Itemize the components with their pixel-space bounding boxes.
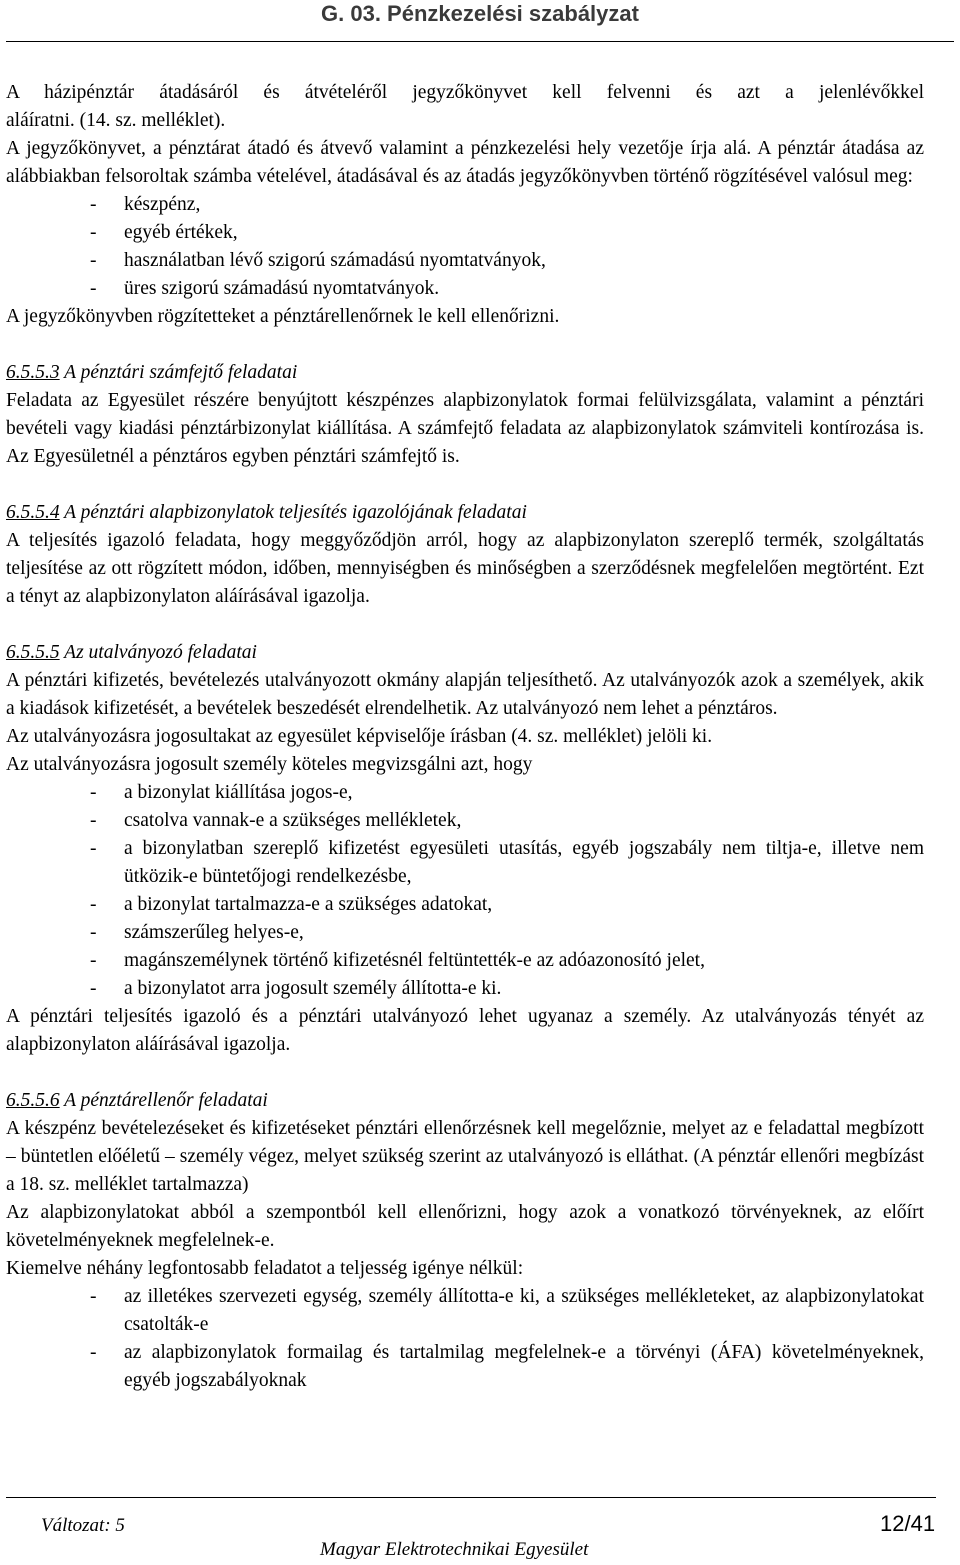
section-5-paragraph-3: Az utalványozásra jogosult személy köteles megvizsgálni azt, hogy (6, 754, 533, 775)
page-header-title: G. 03. Pénzkezelési szabályzat (321, 1, 639, 26)
footer-version: Változat: 5 (41, 1515, 125, 1536)
intro-paragraph-1-line-1: A házipénztár átadásáról és átvételéről jegyzőkönyvet kell felvenni és azt a jelenlévőkkel (6, 82, 924, 103)
intro-paragraph-1-line-2: aláíratni. (14. sz. melléklet). (6, 110, 226, 131)
list-item: - használatban lévő szigorú számadású nyomtatványok, (90, 250, 546, 271)
section-6-paragraph-1: A készpénz bevételezéseket és kifizetéseket pénztári ellenőrzésnek kell megelőznie, melyet az e feladattal megbízott – büntetlen előéletű – személy végez, melyet szükség szerint az utalványozó is elláthat. (A pénztár ellenőri megbízást a 18. sz. melléklet tartalmazza) (6, 1118, 924, 1195)
list-item: - egyéb értékek, (90, 222, 238, 243)
section-body-6-5-5-4: A teljesítés igazoló feladata, hogy meggyőződjön arról, hogy az alapbizonylaton szereplő termék, szolgáltatás teljesítése az ott rögzített módon, időben, mennyiségben és minőségben a szerződésnek megfelelően megtörtént. Ezt a tényt az alapbizonylaton aláírásával igazolja. (6, 530, 924, 607)
list-item: - csatolva vannak-e a szükséges mellékletek, (90, 810, 462, 831)
list-item: - magánszemélynek történő kifizetésnél feltüntették-e az adóazonosító jelet, (90, 950, 705, 971)
section-heading-6-5-5-5: 6.5.5.5 Az utalványozó feladatai (6, 642, 257, 663)
list-item: - az alapbizonylatok formailag és tartalmilag megfelelnek-e a törvényi (ÁFA) követelményeknek, egyéb jogszabályoknak (90, 1342, 924, 1391)
list-item: - a bizonylatot arra jogosult személy állította-e ki. (90, 978, 502, 999)
list-item: - az illetékes szervezeti egység, személy állította-e ki, a szükséges mellékleteket, az alapbizonylatokat csatolták-e (90, 1286, 924, 1335)
list-item: - számszerűleg helyes-e, (90, 922, 304, 943)
intro-paragraph-2: A jegyzőkönyvet, a pénztárat átadó és átvevő valamint a pénzkezelési hely vezetője írja alá. A pénztár átadása az alábbiakban felsoroltak számba vételével, átadásával és az átadás jegyzőkönyvben történő rögzítésével valósul meg: (6, 138, 924, 187)
intro-paragraph-3: A jegyzőkönyvben rögzítetteket a pénztárellenőrnek le kell ellenőrizni. (6, 306, 560, 327)
list-item: - a bizonylat tartalmazza-e a szükséges adatokat, (90, 894, 493, 915)
footer-page-number: 12/41 (880, 1511, 936, 1536)
section-heading-6-5-5-6: 6.5.5.6 A pénztárellenőr feladatai (6, 1090, 268, 1111)
footer-divider (6, 1497, 936, 1498)
list-item: - a bizonylat kiállítása jogos-e, (90, 782, 353, 803)
section-heading-6-5-5-4: 6.5.5.4 A pénztári alapbizonylatok teljesítés igazolójának feladatai (6, 502, 527, 523)
list-item: - készpénz, (90, 194, 201, 215)
list-item: - a bizonylatban szereplő kifizetést egyesületi utasítás, egyéb jogszabály nem tiltja-e, illetve nem ütközik-e büntetőjogi rendelkezésbe, (90, 838, 924, 887)
section-5-paragraph-1: A pénztári kifizetés, bevételezés utalványozott okmány alapján teljesíthető. Az utalványozók azok a személyek, akik a kiadások kifizetését, a bevételek beszedését elrendelhetik. Az utalványozó nem lehet a pénztáros. (6, 670, 924, 719)
section-6-paragraph-3: Kiemelve néhány legfontosabb feladatot a teljesség igénye nélkül: (6, 1258, 524, 1279)
document-body (6, 79, 924, 1395)
section-heading-6-5-5-3: 6.5.5.3 A pénztári számfejtő feladatai (6, 362, 298, 383)
list-item: - üres szigorú számadású nyomtatványok. (90, 278, 440, 299)
section-body-6-5-5-3: Feladata az Egyesület részére benyújtott készpénzes alapbizonylatok formai felülvizsgálata, valamint a pénztári bevételi vagy kiadási pénztárbizonylat kiállítása. A számfejtő feladata az alapbizonylatok számviteli kontírozása is. Az Egyesületnél a pénztáros egyben pénztári számfejtő is. (6, 390, 924, 467)
header-divider (6, 41, 954, 42)
footer-organization: Magyar Elektrotechnikai Egyesület (320, 1539, 589, 1560)
section-5-paragraph-2: Az utalványozásra jogosultakat az egyesület képviselője írásban (4. sz. melléklet) jelöli ki. (6, 726, 713, 747)
section-6-paragraph-2: Az alapbizonylatokat abból a szempontból kell ellenőrizni, hogy azok a vonatkozó törvényeknek, az előírt követelményeknek megfelelnek-e. (6, 1202, 924, 1251)
section-5-paragraph-4: A pénztári teljesítés igazoló és a pénztári utalványozó lehet ugyanaz a személy. Az utalványozás tényét az alapbizonylaton aláírásával igazolja. (6, 1006, 924, 1055)
handover-items-list (6, 191, 924, 303)
controller-tasks-list (6, 1283, 924, 1395)
authorizer-checks-list (6, 779, 924, 1003)
